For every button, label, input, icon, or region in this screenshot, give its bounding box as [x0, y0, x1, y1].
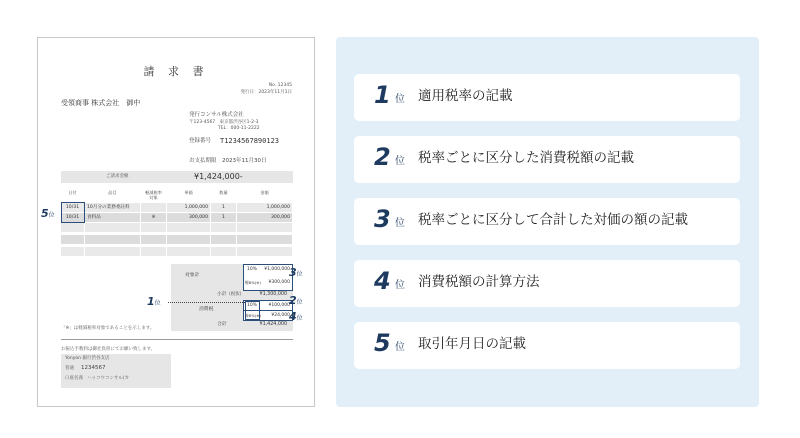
col-amount: 金額 — [237, 190, 293, 202]
rank-number: 2 — [374, 143, 391, 171]
cell-amount: 300,000 — [237, 213, 293, 222]
rate-column-highlight — [245, 301, 260, 320]
tax-label: 消費税 — [199, 307, 214, 312]
cell-price: 300,000 — [167, 213, 211, 222]
cell-date: 10/31 — [61, 213, 85, 222]
cell-amount: 1,000,000 — [237, 203, 293, 212]
invoice-title: 請 求 書 — [143, 65, 209, 78]
ranking-card-3 — [354, 198, 740, 245]
rank-badge-1: 1位 — [147, 295, 161, 308]
account-number: 1234567 — [81, 365, 106, 371]
cell-item: 食料品 — [85, 213, 141, 222]
table-row-empty — [61, 223, 293, 233]
account-holder: ハッコウコンサル(カ — [87, 376, 130, 381]
rank-badge-3: 3位 — [289, 266, 303, 279]
items-table — [61, 190, 293, 257]
bank-info-box — [61, 354, 171, 388]
tax-8-value: ¥24,000 — [271, 313, 290, 318]
subtotal-value: ¥1,300,000 — [259, 292, 287, 297]
registration-label: 登録番号 — [189, 138, 212, 144]
rank-suffix: 位 — [395, 94, 405, 105]
rank-number: 4 — [374, 267, 391, 295]
table-row-empty — [61, 235, 293, 245]
tax-rate-10-label: 10% — [247, 303, 258, 308]
cell-item: 10月分の業務委託料 — [85, 203, 141, 212]
rank-suffix: 位 — [395, 280, 405, 291]
issuer-name: 発行コンサル株式会社 — [189, 112, 244, 118]
bank-name: Yonyon 銀行渋谷支店 — [65, 356, 110, 361]
rate-10-label: 10% — [247, 267, 258, 272]
subtotal-label: 小計 — [217, 292, 227, 297]
rank-badge-5: 5位 — [41, 207, 55, 220]
issue-date: 発行日：2023年11月1日 — [240, 90, 292, 95]
issuer-address: 〒123-4567 東京都渋谷区1-2-3 — [189, 120, 259, 125]
col-reduced: 軽減税率 対象 — [141, 190, 167, 202]
reduced-rate-note: 「※」は軽減税率対象であることを示します。 — [61, 326, 155, 331]
target-by-rate-highlight — [243, 264, 293, 291]
rank-label: 取引年月日の記載 — [418, 336, 526, 352]
rank-suffix: 位 — [395, 156, 405, 167]
rank-number: 5 — [374, 329, 391, 357]
ranking-card-5 — [354, 322, 740, 369]
invoice-document — [37, 37, 315, 407]
target-10-value: ¥1,000,000 — [264, 267, 290, 272]
rank-badge-2: 2位 — [289, 294, 303, 307]
cell-date: 10/31 — [61, 203, 85, 212]
grand-total-row — [171, 321, 293, 331]
table-header — [61, 190, 293, 203]
rank-label: 税率ごとに区分した消費税額の記載 — [418, 150, 634, 166]
section-divider — [61, 339, 293, 340]
target-total-label: 対象計 — [185, 273, 200, 278]
table-row — [61, 213, 293, 223]
date-column-highlight — [61, 202, 85, 223]
ranking-card-2 — [354, 136, 740, 183]
subtotal-note: (税抜) — [229, 292, 242, 297]
rate-8-label: 軽8%(※) — [245, 280, 261, 285]
rank-label: 消費税額の計算方法 — [418, 274, 540, 290]
tax-10-value: ¥100,000 — [268, 303, 290, 308]
registration-number: T1234567890123 — [220, 137, 280, 145]
total-amount-label: ご請求金額 — [106, 174, 129, 179]
col-qty: 数量 — [211, 190, 237, 202]
cell-reduced — [141, 203, 167, 212]
total-amount-value: ¥1,424,000- — [194, 172, 243, 181]
ranking-card-4 — [354, 260, 740, 307]
issuer-tel: TEL：000-11-2222 — [218, 126, 260, 131]
rank-label: 適用税率の記載 — [418, 88, 513, 104]
rank-suffix: 位 — [395, 342, 405, 353]
rank-number: 1 — [374, 81, 391, 109]
total-amount-bar — [61, 171, 293, 183]
cell-price: 1,000,000 — [167, 203, 211, 212]
grand-total-label: 合計 — [217, 322, 227, 327]
cell-qty: 1 — [211, 203, 237, 212]
grand-total-value: ¥1,424,000 — [259, 322, 287, 327]
ranking-card-1 — [354, 74, 740, 121]
recipient-name: 受領商事 株式会社 御中 — [61, 99, 141, 107]
tax-rate-8-label: 軽8%(※) — [245, 313, 261, 318]
payment-due: お支払期限 2023年11月30日 — [189, 158, 267, 164]
cell-qty: 1 — [211, 213, 237, 222]
rank-suffix: 位 — [395, 218, 405, 229]
account-type: 普通 — [65, 366, 74, 371]
rank-label: 税率ごとに区分して合計した対価の額の記載 — [418, 212, 688, 228]
cell-reduced: ※ — [141, 213, 167, 222]
rank-badge-4: 4位 — [289, 310, 303, 323]
bank-fee-note: お振込手数料は御社負担にてお願い致します。 — [61, 347, 156, 352]
table-row — [61, 203, 293, 213]
subtotal-row — [171, 291, 293, 300]
account-holder-label: 口座名義 — [65, 376, 83, 381]
table-row-empty — [61, 247, 293, 257]
col-date: 日付 — [61, 190, 85, 202]
col-price: 単価 — [167, 190, 211, 202]
target-total-label-box — [171, 264, 243, 291]
target-8-value: ¥300,000 — [268, 280, 290, 285]
doc-number: No. 12345 — [268, 83, 292, 88]
rank-1-pointer — [168, 302, 245, 303]
tax-label-box — [171, 300, 243, 321]
ranking-panel — [336, 37, 759, 407]
col-item: 品目 — [85, 190, 141, 202]
rank-number: 3 — [374, 205, 391, 233]
